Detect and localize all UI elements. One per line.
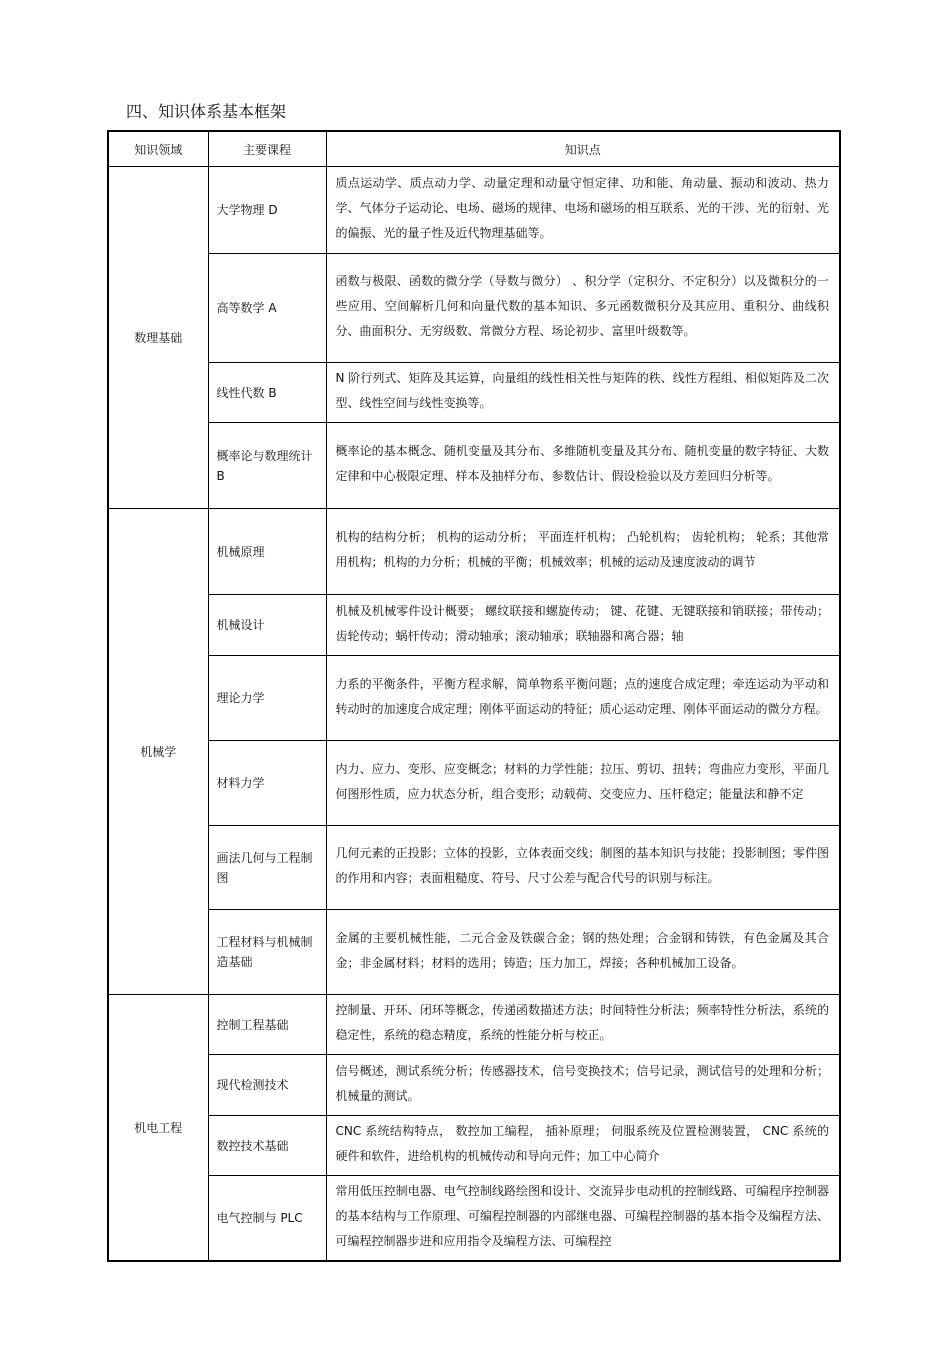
points-cell <box>326 826 840 910</box>
course-cell: 数控技术基础 <box>208 1116 326 1176</box>
points-cell <box>326 595 840 656</box>
points-cell <box>326 1176 840 1262</box>
header-domain: 知识领域 <box>108 131 208 167</box>
points-cell <box>326 363 840 423</box>
table-row <box>108 167 840 254</box>
table-row <box>108 656 840 741</box>
course-cell: 高等数学 A <box>208 254 326 363</box>
course-cell: 线性代数 B <box>208 363 326 423</box>
course-cell: 工程材料与机械制造基础 <box>208 910 326 995</box>
points-text: 函数与极限、函数的微分学（导数与微分） 、积分学（定积分、不定积分）以及微积分的一些应用、空间解析几何和向量代数的基本知识、多元函数微积分及其应用、重积分、曲线积分、曲面积分、无穷级数、常微分方程、场论初步、富里叶级数等。 <box>335 274 829 338</box>
points-text: N 阶行列式、矩阵及其运算，向量组的线性相关性与矩阵的秩、线性方程组、相似矩阵及二次型、线性空间与线性变换等。 <box>335 371 829 410</box>
course-cell: 机械设计 <box>208 595 326 656</box>
points-text: 信号概述，测试系统分析；传感器技术，信号变换技术；信号记录，测试信号的处理和分析；机械量的测试。 <box>335 1063 829 1103</box>
points-cell <box>326 656 840 741</box>
points-cell <box>326 910 840 995</box>
domain-cell: 机电工程 <box>108 995 208 1262</box>
points-cell <box>326 1055 840 1116</box>
header-points: 知识点 <box>326 131 840 167</box>
table-header-row <box>108 131 840 167</box>
points-text: 机构的结构分析； 机构的运动分析； 平面连杆机构； 凸轮机构； 齿轮机构； 轮系；其他常用机构；机构的力分析；机械的平衡；机械效率；机械的运动及速度波动的调节 <box>335 530 829 569</box>
points-text: 常用低压控制电器、电气控制线路绘图和设计、交流异步电动机的控制线路、可编程序控制器的基本结构与工作原理、可编程控制器的内部继电器、可编程控制器的基本指令及编程方法、可编程控制器步进和应用指令及编程方法、可编程控 <box>335 1184 829 1248</box>
points-cell <box>326 1116 840 1176</box>
points-cell <box>326 254 840 363</box>
table-row <box>108 910 840 995</box>
points-text: 金属的主要机械性能，二元合金及铁碳合金；钢的热处理；合金钢和铸铁，有色金属及其合金；非金属材料；材料的选用；铸造；压力加工，焊接；各种机械加工设备。 <box>335 930 829 970</box>
points-text: 概率论的基本概念、随机变量及其分布、多维随机变量及其分布、随机变量的数字特征、大数定律和中心极限定理、样本及抽样分布、参数估计、假设检验以及方差回归分析等。 <box>335 444 829 483</box>
table-row <box>108 509 840 595</box>
points-text: 几何元素的正投影；立体的投影，立体表面交线；制图的基本知识与技能；投影制图；零件图的作用和内容；表面粗糙度、符号、尺寸公差与配合代号的识别与标注。 <box>335 846 829 885</box>
points-cell <box>326 741 840 826</box>
course-cell: 控制工程基础 <box>208 995 326 1055</box>
table-row <box>108 1055 840 1116</box>
points-text: CNC 系统结构特点， 数控加工编程， 插补原理； 伺服系统及位置检测装置， CNC 系统的硬件和软件，进给机构的机械传动和导向元件；加工中心简介 <box>335 1124 829 1163</box>
table-row <box>108 363 840 423</box>
points-text: 力系的平衡条件，平衡方程求解，简单物系平衡问题；点的速度合成定理；牵连运动为平动和转动时的加速度合成定理；刚体平面运动的特征；质心运动定理、刚体平面运动的微分方程。 <box>335 676 829 716</box>
points-text: 质点运动学、质点动力学、动量定理和动量守恒定律、功和能、角动量、振动和波动、热力学、气体分子运动论、电场、磁场的规律、电场和磁场的相互联系、光的干涉、光的衍射、光的偏振、光的量子性及近代物理基础等。 <box>335 176 829 240</box>
course-cell: 材料力学 <box>208 741 326 826</box>
course-cell: 概率论与数理统计 B <box>208 423 326 509</box>
domain-cell: 数理基础 <box>108 167 208 509</box>
domain-cell: 机械学 <box>108 509 208 995</box>
table-row <box>108 254 840 363</box>
table-row <box>108 995 840 1055</box>
course-cell: 理论力学 <box>208 656 326 741</box>
course-cell: 电气控制与 PLC <box>208 1176 326 1262</box>
table-row <box>108 741 840 826</box>
section-title: 四、知识体系基本框架 <box>126 102 287 121</box>
course-cell: 大学物理 D <box>208 167 326 254</box>
points-text: 控制量、开环、闭环等概念，传递函数描述方法；时间特性分析法；频率特性分析法，系统的稳定性，系统的稳态精度，系统的性能分析与校正。 <box>335 1003 829 1042</box>
table-row <box>108 1116 840 1176</box>
points-cell <box>326 509 840 595</box>
header-course: 主要课程 <box>208 131 326 167</box>
table-row <box>108 423 840 509</box>
table-row <box>108 1176 840 1262</box>
course-cell: 机械原理 <box>208 509 326 595</box>
course-cell: 画法几何与工程制图 <box>208 826 326 910</box>
points-cell <box>326 423 840 509</box>
table-row <box>108 826 840 910</box>
points-text: 机械及机械零件设计概要； 螺纹联接和螺旋传动； 键、花键、无键联接和销联接；带传动；齿轮传动；蜗杆传动；滑动轴承；滚动轴承；联轴器和离合器；轴 <box>335 603 829 643</box>
points-cell <box>326 167 840 254</box>
points-text: 内力、应力、变形、应变概念；材料的力学性能；拉压、剪切、扭转；弯曲应力变形，平面几何图形性质，应力状态分析，组合变形；动载荷、交变应力、压杆稳定；能量法和静不定 <box>335 761 829 801</box>
knowledge-framework-table <box>107 130 841 1262</box>
course-cell: 现代检测技术 <box>208 1055 326 1116</box>
points-cell <box>326 995 840 1055</box>
table-row <box>108 595 840 656</box>
